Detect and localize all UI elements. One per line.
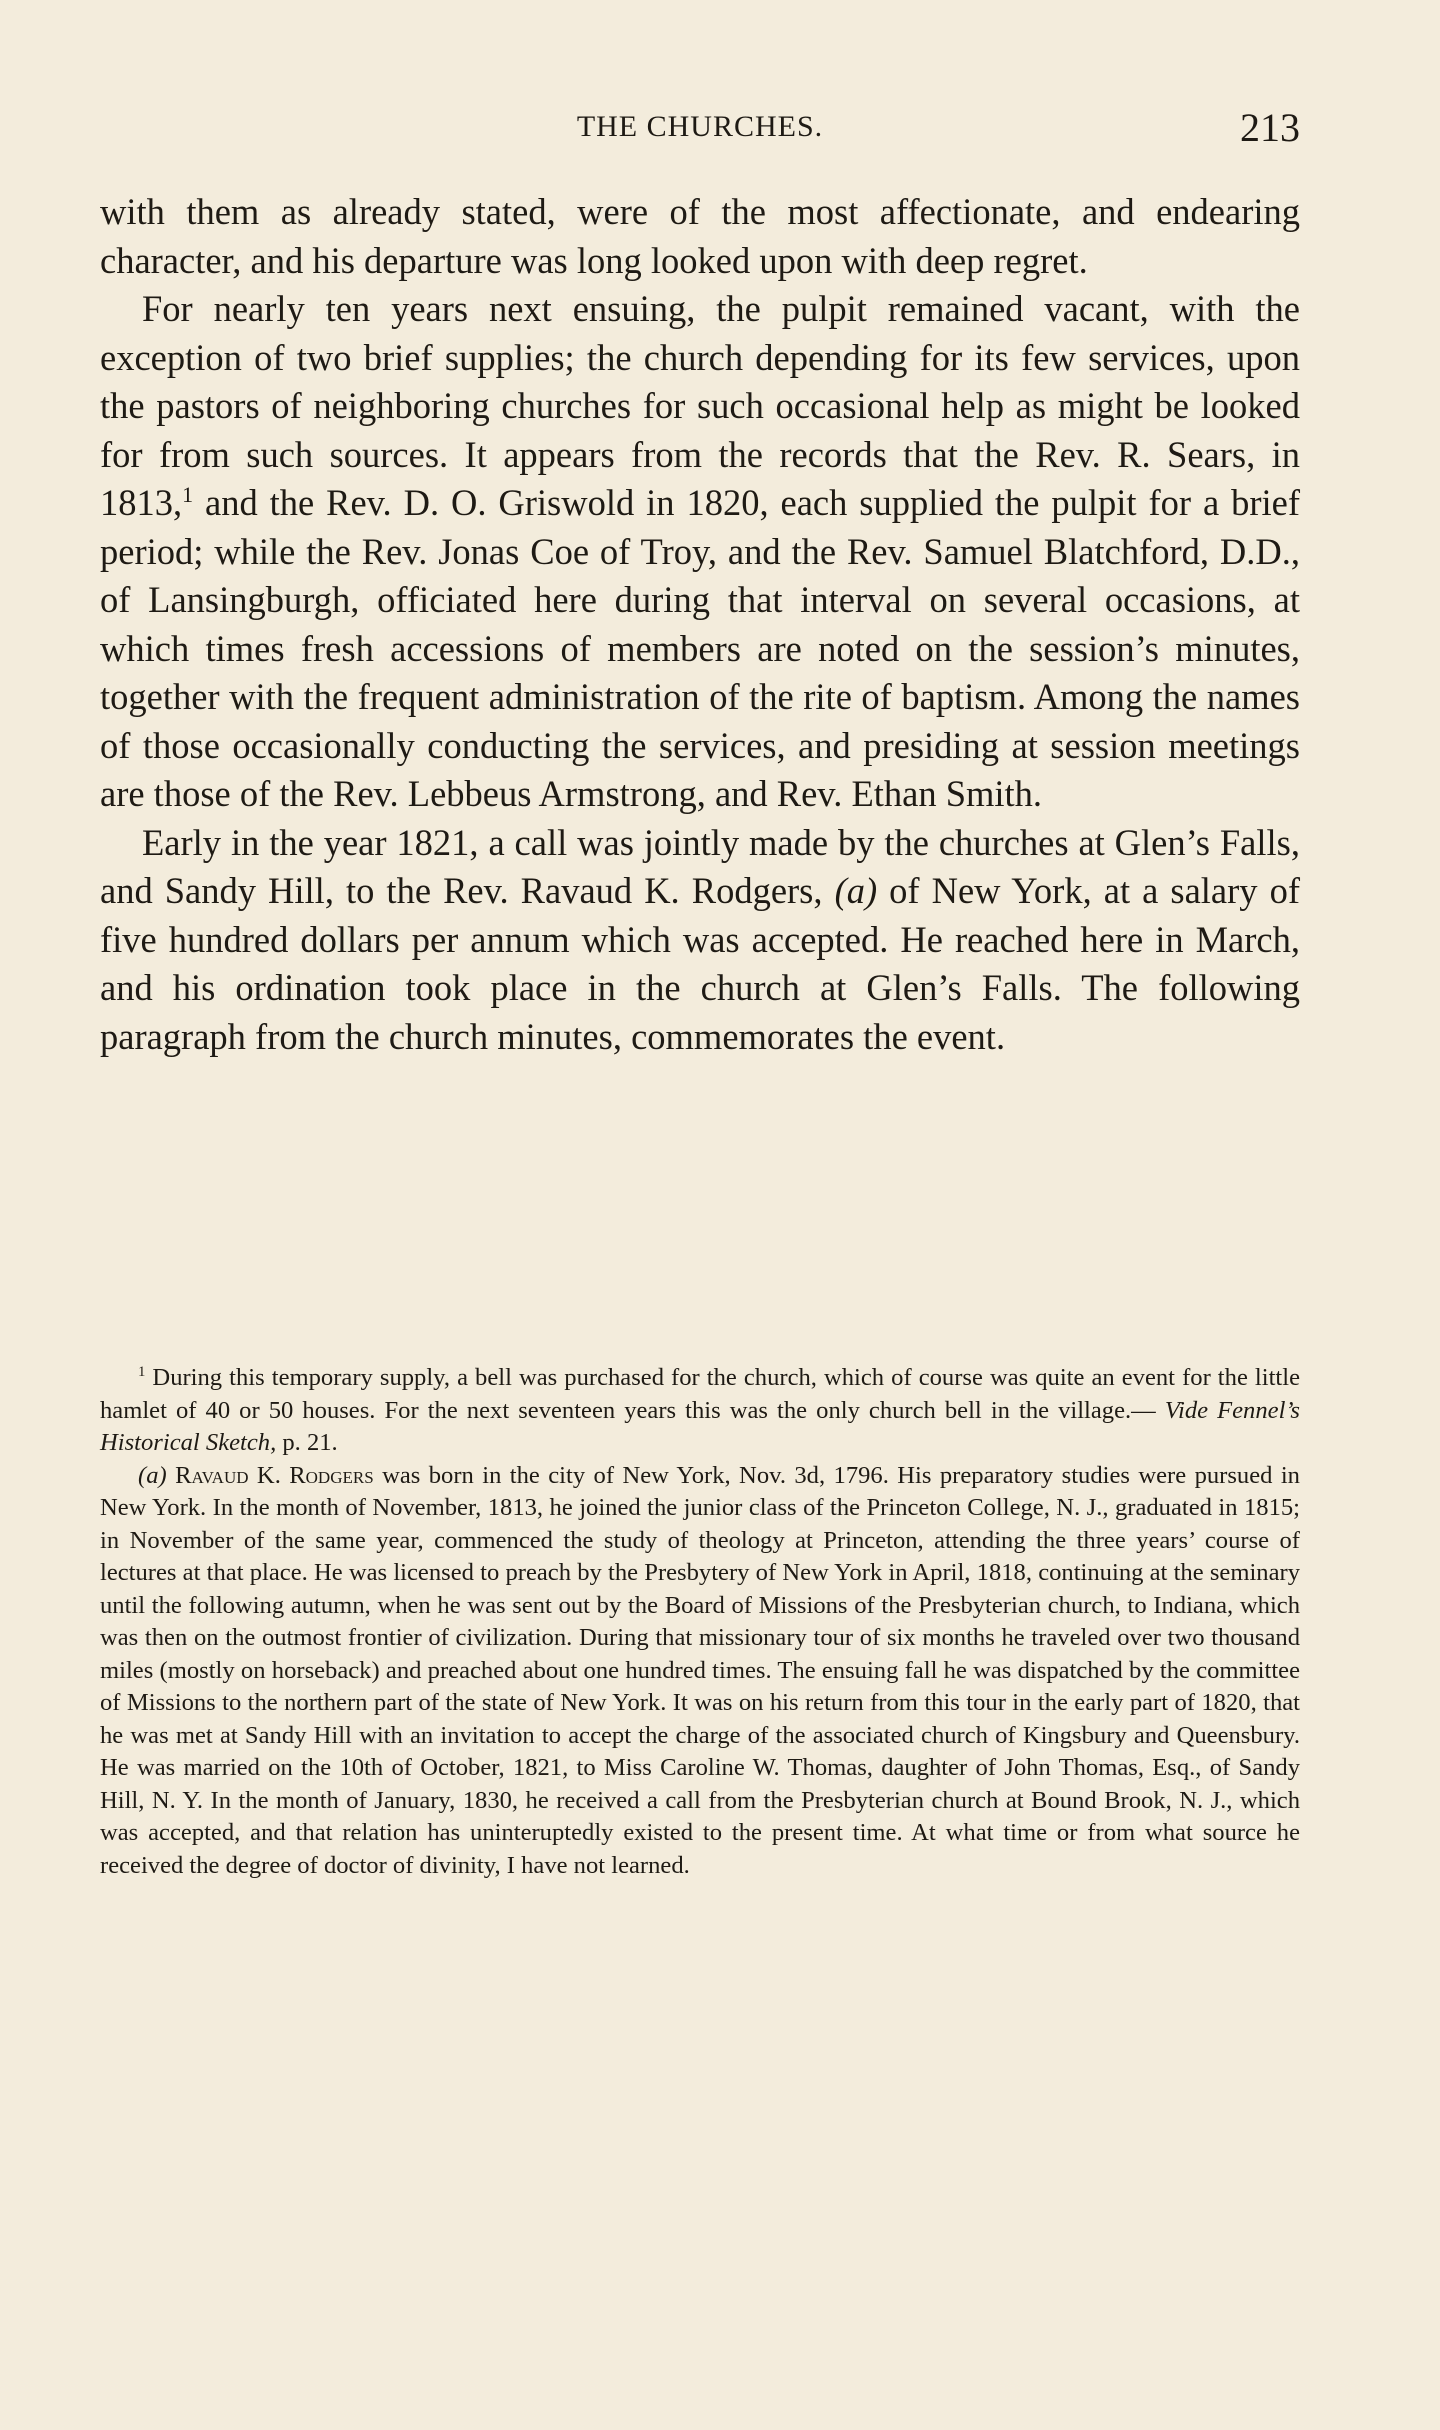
paragraph-3 [100, 819, 1300, 1062]
paragraph-3-text-b: of New York, at a salary of five hundred dollars per annum which was accepted. He reached here in March, and his ordination took place in the church at Glen’s Falls. The following paragraph from the church minutes, commemorates the event. [100, 870, 1300, 1057]
footnote-1-text: During this temporary supply, a bell was purchased for the church, which of course was quite an event for the little hamlet of 40 or 50 houses. For the next seventeen years this was the only church bell in the village.— [100, 1364, 1300, 1424]
page-number: 213 [1240, 105, 1300, 150]
running-title: THE CHURCHES. [576, 110, 824, 143]
footnote-1-marker: 1 [138, 1363, 146, 1380]
footnote-a-text: was born in the city of New York, Nov. 3d, 1796. His preparatory studies were pursued in New York. In the month of November, 1813, he joined the junior class of the Princeton College, N. J., graduated in 1815; in November of the same year, commenced the study of theology at Princeton, attending the three years’ course of lectures at that place. He was licensed to preach by the Presbytery of New York in April, 1818, continuing at the seminary until the following autumn, when he was sent out by the Board of Missions of the Presbyterian church, to Indiana, which was then on the outmost frontier of civilization. During that missionary tour of six months he traveled over two thousand miles (mostly on horseback) and preached about one hundred times. The ensuing fall he was dispatched by the committee of Missions to the northern part of the state of New York. It was on his return from this tour in the early part of 1820, that he was met at Sandy Hill with an invitation to accept the charge of the associated church of Kingsbury and Queensbury. He was married on the 10th of October, 1821, to Miss Caroline W. Thomas, daughter of John Thomas, Esq., of Sandy Hill, N. Y. In the month of January, 1830, he received a call from the Presbyterian church at Bound Brook, N. J., which was accepted, and that relation has uninteruptedly existed to the present time. At what time or from what source he received the degree of doctor of divinity, I have not learned. [100, 1461, 1300, 1879]
paragraph-2-text-b: and the Rev. D. O. Griswold in 1820, each supplied the pulpit for a brief period; while the Rev. Jonas Coe of Troy, and the Rev. Samuel Blatchford, D.D., of Lansingburgh, officiated here during that interval on several occasions, at which times fresh accessions of members are noted on the session’s minutes, together with the frequent administration of the rite of baptism. Among the names of those occasionally conducting the services, and presiding at session meetings are those of the Rev. Lebbeus Armstrong, and Rev. Ethan Smith. [100, 482, 1300, 814]
footnote-a-marker: (a) [138, 1461, 167, 1489]
footnote-a [100, 1460, 1300, 1883]
footnote-1-citation: Vide Fennel’s Historical Sketch, [100, 1396, 1300, 1456]
footnote-1-page: p. 21. [276, 1429, 338, 1456]
paragraph-2-text-a: For nearly ten years next ensuing, the pulpit remained vacant, with the exception of two brief supplies; the church depending for its few services, upon the pastors of neighboring churches for such occasional help as might be looked for from such sources. It appears from the records that the Rev. R. Sears, in 1813, [100, 288, 1300, 523]
footnote-ref-a: (a) [834, 870, 878, 911]
running-head [100, 105, 1300, 160]
paragraph-2 [100, 285, 1300, 819]
body-text [100, 188, 1300, 1061]
paragraph-1 [100, 188, 1300, 285]
paragraph-3-text-a: Early in the year 1821, a call was jointly made by the churches at Glen’s Falls, and Sandy Hill, to the Rev. Ravaud K. Rodgers, [100, 821, 1300, 911]
book-page [100, 0, 1300, 2430]
footnote-1 [100, 1362, 1300, 1460]
footnotes [100, 1362, 1300, 1882]
paragraph-1-text: with them as already stated, were of the most affectionate, and endearing character, and his departure was long looked upon with deep regret. [100, 191, 1300, 281]
footnote-ref-1: 1 [182, 481, 194, 507]
footnote-a-name: Ravaud K. Rodgers [166, 1461, 374, 1489]
